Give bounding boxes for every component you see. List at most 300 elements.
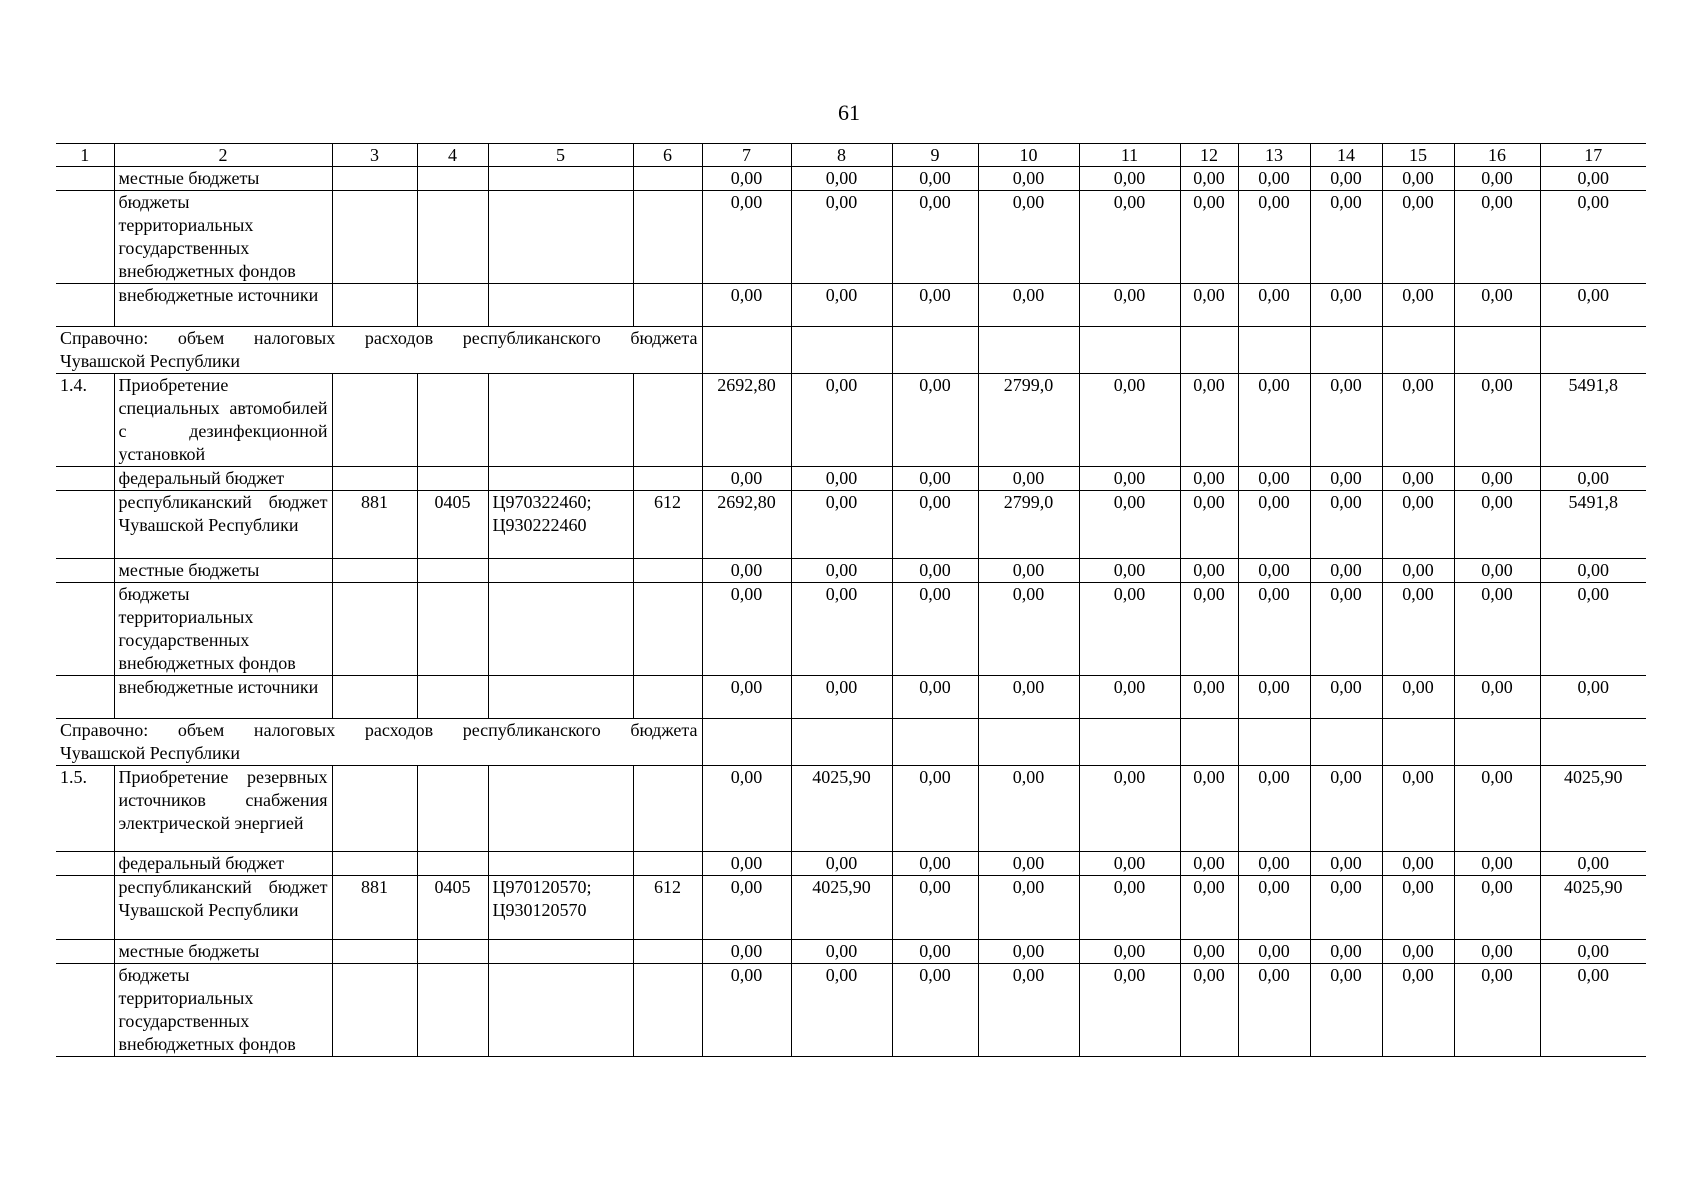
expense-type-code [633,191,702,284]
amount-cell: 0,00 [791,676,892,719]
expense-type-code [633,374,702,467]
amount-cell: 0,00 [1238,676,1310,719]
amount-cell: 0,00 [978,766,1079,852]
section-code [417,191,488,284]
empty-cell [1382,719,1454,766]
funding-source-row [56,852,1646,876]
target-article-code [488,766,633,852]
column-number: 7 [702,144,791,167]
empty-cell [1238,327,1310,374]
amount-cell: 0,00 [1180,876,1238,940]
column-number: 4 [417,144,488,167]
amount-cell: 0,00 [1180,284,1238,327]
section-code [417,676,488,719]
amount-cell: 0,00 [1180,491,1238,559]
page-number: 61 [838,100,860,125]
empty-cell [702,327,791,374]
amount-cell: 0,00 [791,583,892,676]
amount-cell: 0,00 [892,583,978,676]
reference-note [56,719,702,766]
empty-cell [1540,327,1646,374]
amount-cell: 0,00 [892,766,978,852]
amount-cell: 0,00 [892,167,978,191]
amount-cell: 0,00 [1382,191,1454,284]
amount-cell: 0,00 [1180,676,1238,719]
amount-cell: 0,00 [1540,676,1646,719]
amount-cell: 0,00 [1238,191,1310,284]
amount-cell: 0,00 [1454,491,1540,559]
reference-note-row [56,327,1646,374]
admin-code [332,559,417,583]
amount-cell: 0,00 [892,491,978,559]
row-name: Приобретение резервных источников снабжения электрической энергией [114,766,332,852]
amount-cell: 0,00 [1238,374,1310,467]
amount-cell: 0,00 [1454,284,1540,327]
row-index [56,876,114,940]
amount-cell: 0,00 [1180,964,1238,1057]
admin-code [332,191,417,284]
row-name: федеральный бюджет [114,467,332,491]
empty-cell [702,719,791,766]
row-name: бюджеты территориальных государственных внебюджетных фондов [114,191,332,284]
amount-cell: 0,00 [1540,284,1646,327]
reference-note-line: Чувашской Республики [60,743,241,763]
column-number: 2 [114,144,332,167]
empty-cell [791,719,892,766]
empty-cell [978,327,1079,374]
amount-cell: 0,00 [1382,491,1454,559]
amount-cell: 0,00 [1382,676,1454,719]
row-index [56,583,114,676]
column-number: 11 [1079,144,1180,167]
amount-cell: 0,00 [1180,766,1238,852]
amount-cell: 0,00 [1180,852,1238,876]
amount-cell: 0,00 [1310,491,1382,559]
admin-code [332,766,417,852]
row-name: местные бюджеты [114,167,332,191]
amount-cell: 0,00 [1540,559,1646,583]
amount-cell: 0,00 [978,940,1079,964]
row-index [56,191,114,284]
target-article-code [488,191,633,284]
target-article-code [488,964,633,1057]
expense-type-code [633,467,702,491]
row-name: бюджеты территориальных государственных внебюджетных фондов [114,583,332,676]
row-index [56,676,114,719]
amount-cell: 0,00 [702,583,791,676]
amount-cell: 0,00 [1238,766,1310,852]
column-number: 12 [1180,144,1238,167]
amount-cell: 0,00 [791,559,892,583]
column-number: 6 [633,144,702,167]
target-article-code [488,940,633,964]
amount-cell: 0,00 [1310,852,1382,876]
section-code [417,167,488,191]
expense-type-code [633,940,702,964]
amount-cell: 0,00 [702,167,791,191]
empty-cell [1454,327,1540,374]
amount-cell: 0,00 [1454,374,1540,467]
funding-source-row [56,876,1646,940]
amount-cell: 0,00 [1079,374,1180,467]
amount-cell: 0,00 [1238,491,1310,559]
row-index [56,491,114,559]
amount-cell: 5491,8 [1540,491,1646,559]
target-article-code [488,852,633,876]
reference-note-line: Справочно: объем налоговых расходов республиканского бюджета [60,328,698,348]
amount-cell: 0,00 [1310,559,1382,583]
column-number: 8 [791,144,892,167]
expense-type-code: 612 [633,491,702,559]
target-article-code [488,559,633,583]
amount-cell: 0,00 [978,191,1079,284]
amount-cell: 0,00 [1454,766,1540,852]
expense-type-code [633,964,702,1057]
amount-cell: 0,00 [702,676,791,719]
amount-cell: 0,00 [1238,940,1310,964]
amount-cell: 0,00 [1382,852,1454,876]
amount-cell: 0,00 [1310,940,1382,964]
section-code: 0405 [417,491,488,559]
funding-source-row [56,191,1646,284]
amount-cell: 0,00 [1382,467,1454,491]
amount-cell: 0,00 [1540,167,1646,191]
funding-source-row [56,676,1646,719]
row-index [56,167,114,191]
amount-cell: 0,00 [1454,167,1540,191]
section-code [417,583,488,676]
amount-cell: 0,00 [702,766,791,852]
amount-cell: 0,00 [1310,167,1382,191]
amount-cell: 0,00 [978,467,1079,491]
column-number: 15 [1382,144,1454,167]
amount-cell: 0,00 [1540,852,1646,876]
amount-cell: 0,00 [1454,964,1540,1057]
column-number: 3 [332,144,417,167]
amount-cell: 0,00 [1079,852,1180,876]
amount-cell: 0,00 [1454,676,1540,719]
row-index [56,940,114,964]
amount-cell: 0,00 [1540,467,1646,491]
amount-cell: 0,00 [978,964,1079,1057]
expense-type-code [633,583,702,676]
amount-cell: 0,00 [1079,559,1180,583]
amount-cell: 0,00 [1238,467,1310,491]
row-name: местные бюджеты [114,940,332,964]
amount-cell: 0,00 [791,284,892,327]
amount-cell: 0,00 [1310,374,1382,467]
empty-cell [1382,327,1454,374]
target-article-code [488,583,633,676]
amount-cell: 0,00 [1079,191,1180,284]
funding-source-row [56,964,1646,1057]
target-article-code [488,284,633,327]
amount-cell: 0,00 [892,676,978,719]
empty-cell [1454,719,1540,766]
empty-cell [892,719,978,766]
funding-source-row [56,559,1646,583]
section-code [417,852,488,876]
amount-cell: 0,00 [978,284,1079,327]
section-code [417,467,488,491]
funding-source-row [56,467,1646,491]
column-number: 14 [1310,144,1382,167]
budget-table [56,143,1646,1057]
empty-cell [791,327,892,374]
amount-cell: 0,00 [702,940,791,964]
amount-cell: 0,00 [1180,467,1238,491]
amount-cell: 0,00 [1540,191,1646,284]
amount-cell: 0,00 [1454,467,1540,491]
amount-cell: 0,00 [1310,467,1382,491]
section-code: 0405 [417,876,488,940]
reference-note-row [56,719,1646,766]
amount-cell: 0,00 [702,284,791,327]
section-code [417,964,488,1057]
funding-source-row [56,167,1646,191]
target-article-code [488,676,633,719]
row-index [56,852,114,876]
amount-cell: 0,00 [1079,676,1180,719]
amount-cell: 0,00 [1238,852,1310,876]
amount-cell: 0,00 [1310,583,1382,676]
column-number: 9 [892,144,978,167]
amount-cell: 0,00 [702,191,791,284]
amount-cell: 0,00 [1454,559,1540,583]
expense-type-code [633,167,702,191]
amount-cell: 0,00 [791,491,892,559]
amount-cell: 0,00 [1382,964,1454,1057]
row-name: республиканский бюджет Чувашской Республики [114,876,332,940]
section-code [417,284,488,327]
row-index: 1.4. [56,374,114,467]
admin-code [332,964,417,1057]
amount-cell: 0,00 [702,467,791,491]
amount-cell: 0,00 [1180,191,1238,284]
row-name: внебюджетные источники [114,284,332,327]
admin-code [332,852,417,876]
amount-cell: 0,00 [791,467,892,491]
expense-type-code [633,559,702,583]
row-name: Приобретение специальных автомобилей с дезинфекционной установкой [114,374,332,467]
amount-cell: 0,00 [702,876,791,940]
amount-cell: 0,00 [892,940,978,964]
amount-cell: 0,00 [1382,766,1454,852]
amount-cell: 0,00 [1454,191,1540,284]
amount-cell: 2692,80 [702,491,791,559]
amount-cell: 0,00 [1454,940,1540,964]
target-article-code: Ц970322460; Ц930222460 [488,491,633,559]
amount-cell: 0,00 [1540,940,1646,964]
admin-code [332,940,417,964]
amount-cell: 0,00 [892,467,978,491]
column-number: 10 [978,144,1079,167]
funding-source-row [56,284,1646,327]
amount-cell: 2799,0 [978,491,1079,559]
empty-cell [1180,327,1238,374]
empty-cell [1310,719,1382,766]
amount-cell: 0,00 [892,559,978,583]
amount-cell: 0,00 [1454,852,1540,876]
amount-cell: 0,00 [791,964,892,1057]
amount-cell: 0,00 [1382,940,1454,964]
amount-cell: 2799,0 [978,374,1079,467]
amount-cell: 4025,90 [1540,766,1646,852]
admin-code [332,374,417,467]
funding-source-row [56,940,1646,964]
column-number: 13 [1238,144,1310,167]
amount-cell: 0,00 [1540,583,1646,676]
amount-cell: 2692,80 [702,374,791,467]
amount-cell: 0,00 [1079,284,1180,327]
amount-cell: 0,00 [1382,167,1454,191]
amount-cell: 0,00 [1180,940,1238,964]
amount-cell: 0,00 [978,167,1079,191]
section-code [417,766,488,852]
expense-type-code [633,852,702,876]
empty-cell [1540,719,1646,766]
amount-cell: 0,00 [1382,559,1454,583]
amount-cell: 0,00 [978,852,1079,876]
amount-cell: 0,00 [892,191,978,284]
amount-cell: 0,00 [1079,940,1180,964]
amount-cell: 4025,90 [791,766,892,852]
empty-cell [1079,327,1180,374]
amount-cell: 0,00 [892,852,978,876]
amount-cell: 0,00 [1238,964,1310,1057]
amount-cell: 0,00 [702,852,791,876]
amount-cell: 0,00 [1079,167,1180,191]
expense-type-code: 612 [633,876,702,940]
admin-code [332,467,417,491]
row-name: республиканский бюджет Чувашской Республики [114,491,332,559]
section-code [417,940,488,964]
admin-code: 881 [332,491,417,559]
amount-cell: 0,00 [1382,583,1454,676]
expense-type-code [633,766,702,852]
column-number: 5 [488,144,633,167]
funding-source-row [56,491,1646,559]
admin-code [332,676,417,719]
target-article-code [488,167,633,191]
column-number-row [56,144,1646,167]
amount-cell: 0,00 [978,559,1079,583]
amount-cell: 0,00 [1079,766,1180,852]
target-article-code [488,467,633,491]
amount-cell: 0,00 [892,876,978,940]
amount-cell: 0,00 [791,374,892,467]
amount-cell: 0,00 [1454,583,1540,676]
admin-code: 881 [332,876,417,940]
amount-cell: 0,00 [978,583,1079,676]
amount-cell: 0,00 [791,191,892,284]
amount-cell: 0,00 [1238,559,1310,583]
amount-cell: 0,00 [1238,876,1310,940]
section-code [417,374,488,467]
amount-cell: 0,00 [1238,167,1310,191]
amount-cell: 0,00 [1180,583,1238,676]
amount-cell: 0,00 [1238,583,1310,676]
target-article-code [488,374,633,467]
row-index [56,467,114,491]
amount-cell: 0,00 [892,374,978,467]
row-name: федеральный бюджет [114,852,332,876]
column-number: 1 [56,144,114,167]
admin-code [332,583,417,676]
amount-cell: 0,00 [1310,191,1382,284]
row-name: бюджеты территориальных государственных внебюджетных фондов [114,964,332,1057]
empty-cell [1310,327,1382,374]
row-index: 1.5. [56,766,114,852]
column-number: 17 [1540,144,1646,167]
row-name: внебюджетные источники [114,676,332,719]
reference-note-line: Справочно: объем налоговых расходов республиканского бюджета [60,720,698,740]
amount-cell: 0,00 [1540,964,1646,1057]
target-article-code: Ц970120570; Ц930120570 [488,876,633,940]
amount-cell: 0,00 [978,876,1079,940]
amount-cell: 0,00 [1079,876,1180,940]
amount-cell: 0,00 [702,964,791,1057]
amount-cell: 0,00 [1454,876,1540,940]
admin-code [332,284,417,327]
amount-cell: 0,00 [1310,676,1382,719]
row-index [56,559,114,583]
amount-cell: 0,00 [1310,876,1382,940]
amount-cell: 0,00 [791,940,892,964]
empty-cell [1079,719,1180,766]
empty-cell [1180,719,1238,766]
section-code [417,559,488,583]
admin-code [332,167,417,191]
row-index [56,284,114,327]
activity-row [56,374,1646,467]
row-index [56,964,114,1057]
amount-cell: 4025,90 [1540,876,1646,940]
amount-cell: 0,00 [791,852,892,876]
amount-cell: 0,00 [1079,964,1180,1057]
amount-cell: 0,00 [1180,167,1238,191]
amount-cell: 5491,8 [1540,374,1646,467]
reference-note [56,327,702,374]
empty-cell [892,327,978,374]
funding-source-row [56,583,1646,676]
amount-cell: 0,00 [1079,583,1180,676]
amount-cell: 0,00 [1079,491,1180,559]
activity-row [56,766,1646,852]
amount-cell: 0,00 [1310,964,1382,1057]
amount-cell: 0,00 [1310,766,1382,852]
empty-cell [1238,719,1310,766]
amount-cell: 0,00 [1310,284,1382,327]
amount-cell: 0,00 [978,676,1079,719]
amount-cell: 0,00 [892,964,978,1057]
amount-cell: 0,00 [1382,876,1454,940]
row-name: местные бюджеты [114,559,332,583]
expense-type-code [633,676,702,719]
amount-cell: 0,00 [1180,559,1238,583]
column-number: 16 [1454,144,1540,167]
empty-cell [978,719,1079,766]
amount-cell: 0,00 [1238,284,1310,327]
amount-cell: 0,00 [1382,284,1454,327]
amount-cell: 0,00 [1180,374,1238,467]
expense-type-code [633,284,702,327]
reference-note-line: Чувашской Республики [60,351,241,371]
amount-cell: 0,00 [1079,467,1180,491]
amount-cell: 0,00 [702,559,791,583]
amount-cell: 4025,90 [791,876,892,940]
amount-cell: 0,00 [1382,374,1454,467]
